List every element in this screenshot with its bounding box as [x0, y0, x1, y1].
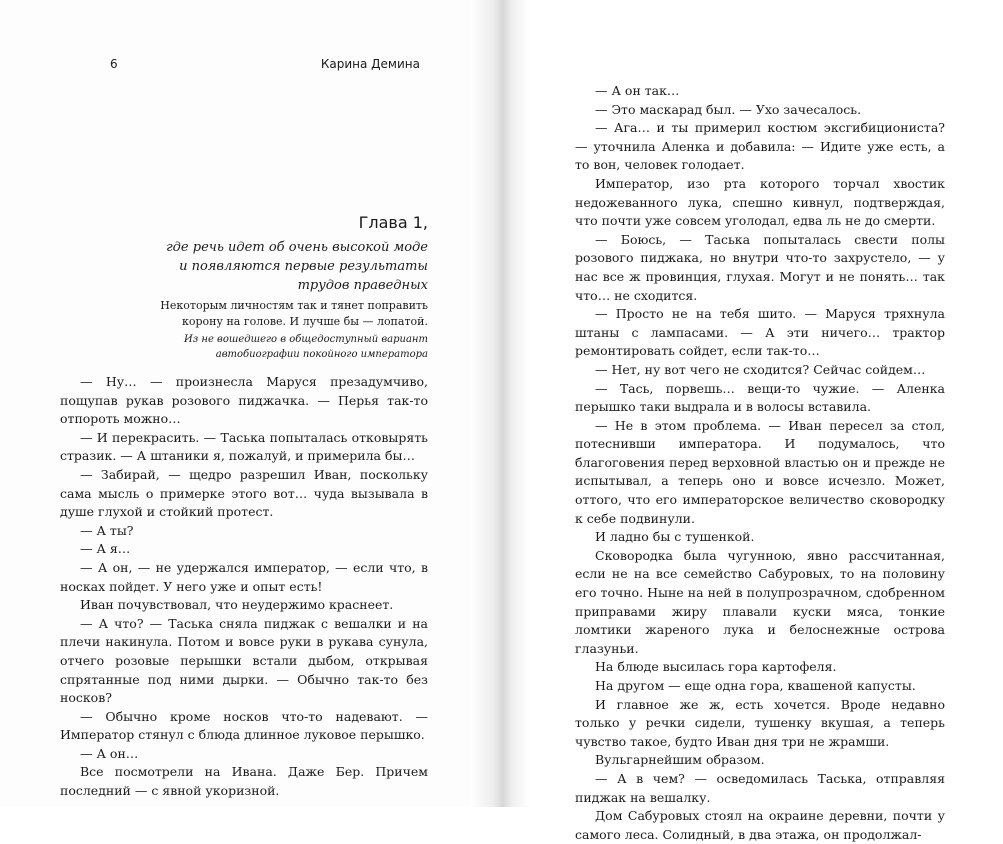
- paragraph: — А он, — не удержался император, — если что, в носках пойдет. У него уже и опыт есть!: [60, 559, 428, 594]
- epigraph-source-line: Из не вошедшего в общедоступный вариант: [184, 334, 428, 345]
- paragraph: — Тась, порвешь… вещи-то чужие. — Аленка перышко таки выдрала и в волосы вставила.: [575, 380, 945, 415]
- paragraph: — Обычно кроме носков что-то надевают. — Император стянул с блюда длинное луковое перышко.: [60, 708, 428, 743]
- book-gutter: [470, 0, 530, 807]
- left-page-body: [60, 373, 428, 801]
- paragraph: — Ага… и ты примерил костюм эксгибициониста? — уточнила Аленка и добавила: — Идите уже есть, а то вон, человек голодает.: [575, 120, 945, 173]
- paragraph: — А что? — Таська сняла пиджак с вешалки и на плечи накинула. Потом и вовсе руки в рукава сунула, отчего розовые перышки встали дыбом, открывая спрятанные под ними дырки. — Обычно так-то без носков?: [60, 615, 428, 706]
- epigraph-source: [60, 332, 428, 362]
- paragraph: — И перекрасить. — Таська попыталась отковырять стразик. — А штаники я, пожалуй, и примерила бы…: [60, 429, 428, 464]
- epigraph-line: Некоторым личностям так и тянет поправить: [160, 299, 428, 312]
- paragraph: — А он так…: [595, 83, 680, 98]
- paragraph: Император, изо рта которого торчал хвостик недожеванного лука, спешно кивнул, подтверждая, что почти уже совсем уголодал, едва ль не до смерти.: [575, 175, 945, 229]
- chapter-subtitle-line: и появляются первые результаты: [179, 259, 428, 274]
- running-author: Карина Демина: [320, 57, 420, 71]
- paragraph: — Нет, ну вот чего не сходится? Сейчас сойдем…: [595, 361, 926, 377]
- paragraph: Дом Сабуровых стоял на окраине деревни, почти у самого леса. Солидный, в два этажа, он продолжал-: [575, 808, 945, 842]
- paragraph: На блюде высилась гора картофеля.: [595, 659, 837, 675]
- chapter-title: Глава 1,: [358, 213, 428, 232]
- paragraph: — Просто не на тебя шито. — Маруся тряхнула штаны с лампасами. — А эти ничего… трактор ремонтировать сойдет, если так-то…: [575, 306, 945, 359]
- paragraph: — Не в этом проблема. — Иван пересел за стол, потеснивши императора. И подумалось, что благоговения перед верховной властью он и прежде не испытывал, а теперь оно и вовсе исчезло. Может, оттого, что его императорское величество сковородку к себе подвинули.: [575, 417, 945, 526]
- chapter-subtitle-line: трудов праведных: [297, 278, 428, 293]
- paragraph: И ладно бы с тушенкой.: [595, 529, 755, 545]
- right-page-body: [575, 82, 945, 844]
- paragraph: И главное же ж, есть хочется. Вроде недавно только у речки сидели, тушенку вкушая, а теперь чувство такое, будто Иван дня три не жрамши.: [575, 696, 945, 749]
- page-number: 6: [110, 57, 118, 71]
- paragraph: На другом — еще одна гора, квашеной капусты.: [595, 678, 916, 693]
- chapter-heading: [60, 213, 428, 295]
- paragraph: — А я…: [80, 541, 131, 557]
- paragraph: Все посмотрели на Ивана. Даже Бер. Причем последний — с явной укоризной.: [60, 764, 428, 799]
- paragraph: — А в чем? — осведомилась Таська, отправляя пиджак на вешалку.: [575, 770, 945, 805]
- paragraph: — Это маскарад был. — Ухо зачесалось.: [595, 101, 862, 117]
- paragraph: — Ну… — произнесла Маруся презадумчиво, пощупав рукав розового пиджачка. — Перья так-то отпороть можно…: [60, 374, 428, 427]
- paragraph: Сковородка была чугунною, явно рассчитанная, если не на все семейство Сабуровых, то на половину его точно. Ныне на ней в полупрозрачном, сдобренном приправами жиру плавали куски мяса, тонкие ломтики жареного лука и белоснежные острова глазуньи.: [575, 547, 945, 656]
- paragraph: — Боюсь, — Таська попыталась свести полы розового пиджака, но внутри что-то захрустело, — у нас все ж провинция, глухая. Могут и не понять… так что… не сходится.: [575, 231, 945, 303]
- paragraph: — А ты?: [80, 522, 134, 538]
- paragraph: Иван почувствовал, что неудержимо краснеет.: [80, 597, 394, 613]
- paragraph: — А он…: [80, 745, 139, 761]
- paragraph: Вульгарнейшим образом.: [595, 752, 765, 768]
- epigraph: [60, 298, 428, 362]
- epigraph-line: корону на голове. И лучше бы — лопатой.: [181, 315, 428, 328]
- chapter-subtitle-line: где речь идет об очень высокой моде: [166, 240, 428, 255]
- paragraph: — Забирай, — щедро разрешил Иван, поскольку сама мысль о примерке этого вот… чуда вызывала в душе глухой и стойкий протест.: [60, 466, 428, 520]
- epigraph-source-line: автобиографии покойного императора: [215, 349, 428, 360]
- chapter-subtitle: [60, 238, 428, 295]
